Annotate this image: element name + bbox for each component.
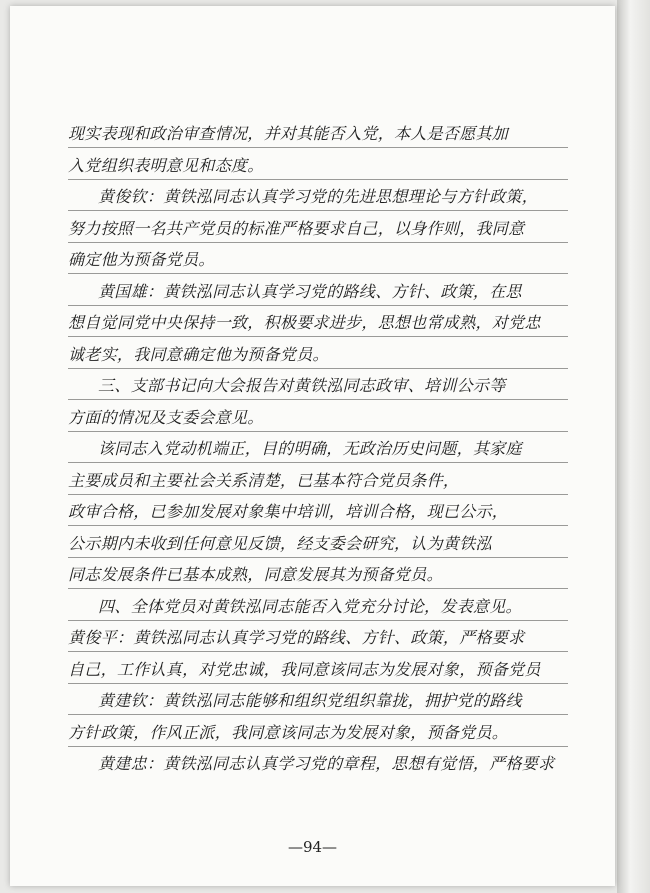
text-line: 现实表现和政治审查情况，并对其能否入党，本人是否愿其加 — [68, 124, 509, 143]
ruled-line — [68, 399, 568, 400]
text-line: 四、全体党员对黄铁泓同志能否入党充分讨论，发表意见。 — [98, 596, 522, 616]
ruled-line — [68, 746, 568, 747]
text-line: 黄国雄：黄铁泓同志认真学习党的路线、方针、政策，在思 — [98, 281, 522, 301]
text-line: 努力按照一名共产党员的标准严格要求自己，以身作则，我同意 — [68, 218, 525, 238]
page-number: —94— — [287, 838, 338, 856]
ruled-line — [68, 242, 568, 243]
text-line: 黄建忠：黄铁泓同志认真学习党的章程，思想有觉悟，严格要求 — [98, 754, 555, 773]
text-line: 确定他为预备党员。 — [68, 250, 215, 269]
text-line: 黄俊平：黄铁泓同志认真学习党的路线、方针、政策，严格要求 — [68, 628, 525, 647]
text-line: 黄建钦：黄铁泓同志能够和组织党组织靠拢，拥护党的路线 — [98, 691, 522, 710]
ruled-line — [68, 179, 568, 180]
text-line: 同志发展条件已基本成熟，同意发展其为预备党员。 — [68, 565, 443, 584]
text-line: 该同志入党动机端正，目的明确，无政治历史问题，其家庭 — [98, 439, 522, 458]
ruled-line — [68, 431, 568, 432]
ruled-line — [68, 588, 568, 589]
text-line: 想自觉同党中央保持一致，积极要求进步，思想也常成熟，对党忠 — [68, 313, 541, 332]
text-line: 主要成员和主要社会关系清楚，已基本符合党员条件， — [68, 470, 460, 490]
document-page — [10, 6, 615, 886]
text-line: 黄俊钦：黄铁泓同志认真学习党的先进思想理论与方针政策， — [98, 187, 539, 206]
ruled-line — [68, 494, 568, 495]
ruled-line — [68, 210, 568, 211]
ruled-line — [68, 305, 568, 306]
text-line: 方面的情况及支委会意见。 — [68, 407, 264, 427]
text-line: 方针政策，作风正派，我同意该同志为发展对象，预备党员。 — [68, 722, 509, 742]
ruled-line — [68, 462, 568, 463]
ruled-line — [68, 557, 568, 558]
text-line: 政审合格，已参加发展对象集中培训，培训合格，现已公示， — [68, 502, 509, 521]
ruled-line — [68, 620, 568, 621]
ruled-line — [68, 714, 568, 715]
text-line: 诚老实，我同意确定他为预备党员。 — [68, 344, 329, 364]
text-line: 入党组织表明意见和态度。 — [68, 155, 264, 175]
ruled-line — [68, 683, 568, 684]
text-line: 自己，工作认真，对党忠诚，我同意该同志为发展对象，预备党员 — [68, 659, 541, 679]
ruled-line — [68, 651, 568, 652]
ruled-line — [68, 525, 568, 526]
book-spine — [617, 0, 650, 893]
ruled-line — [68, 368, 568, 369]
ruled-line — [68, 336, 568, 337]
ruled-line — [68, 273, 568, 274]
text-line: 公示期内未收到任何意见反馈，经支委会研究，认为黄铁泓 — [68, 533, 492, 553]
ruled-line — [68, 147, 568, 148]
text-line: 三、支部书记向大会报告对黄铁泓同志政审、培训公示等 — [98, 376, 506, 395]
